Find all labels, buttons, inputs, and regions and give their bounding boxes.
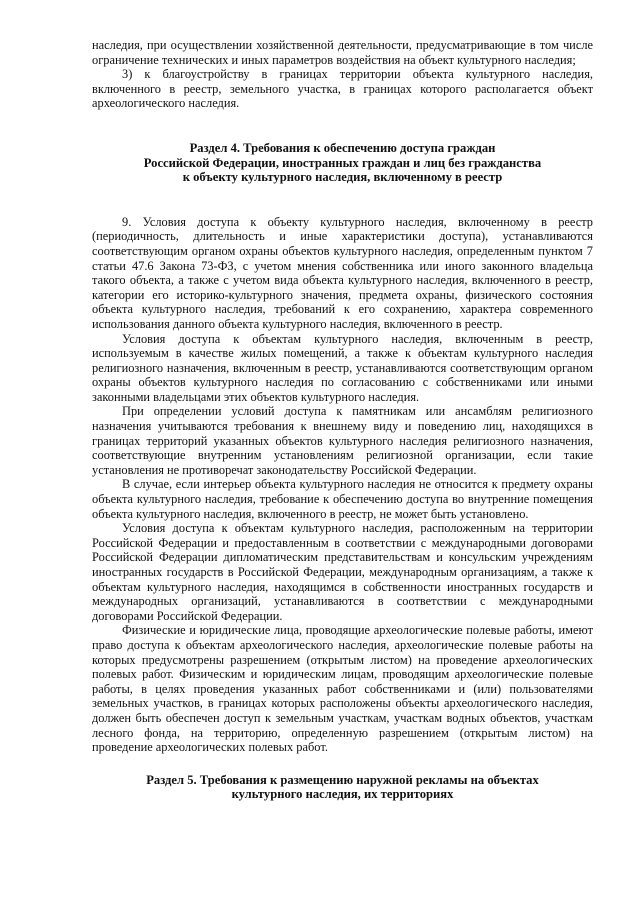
paragraph-access-residential: Условия доступа к объектам культурного наследия, включенным в реестр, используемым в качестве жилых помещений, а также к объектам культурного наследия религиозного назначения, включенным в реестр, устанавливаются соответствующим органом охраны объектов культурного наследия по согласованию с собственниками или иными законными владельцами этих объектов культурного наследия. [92,331,593,404]
section-5-title-line: культурного наследия, их территориях [231,787,454,802]
section-4-title-line: Российской Федерации, иностранных граждан и лиц без гражданства [143,155,542,170]
document-page [92,38,593,802]
paragraph-diplomatic: Условия доступа к объектам культурного наследия, расположенным на территории Российской Федерации и предоставленным в соответствии с международными договорами Российской Федерации дипломатическим представительствам и консульским учреждениям иностранных государств в Российской Федерации, международным организациям, а также к объектам культурного наследия, находящимся в собственности иностранных государств и международных организаций, устанавливаются в соответствии с международными договорами Российской Федерации. [92,521,593,623]
section-5-title-line: Раздел 5. Требования к размещению наружной рекламы на объектах [146,772,539,787]
section-4-title-line: Раздел 4. Требования к обеспечению доступа граждан [189,140,496,155]
paragraph-archaeological: Физические и юридические лица, проводящие археологические полевые работы, имеют право доступа к объектам археологического наследия, археологические полевые работы на которых предусмотрены разрешением (открытым листом) на проведение археологических полевых работ. Физическим и юридическим лицам, проводящим археологические полевые работы, в целях проведения указанных работ собственниками и (или) пользователями земельных участков, в границах которых расположены объекты археологического наследия, должен быть обеспечен доступ к земельным участкам, участкам водных объектов, участкам лесного фонда, на территорию, определенную разрешением (открытым листом) на проведение археологических полевых работ. [92,623,593,755]
paragraph-continuation: наследия, при осуществлении хозяйственной деятельности, предусматривающие в том числе ограничение технических и иных параметров воздействия на объект культурного наследия; [92,38,593,67]
paragraph-access-religious: При определении условий доступа к памятникам или ансамблям религиозного назначения учитываются требования к внешнему виду и поведению лиц, находящихся в границах территорий указанных объектов культурного наследия религиозного назначения, соответствующие внутренним установлениям религиозной организации, если такие установления не противоречат законодательству Российской Федерации. [92,404,593,477]
paragraph-9: 9. Условия доступа к объекту культурного наследия, включенному в реестр (периодичность, длительность и иные характеристики доступа), устанавливаются соответствующим органом охраны объектов культурного наследия, определенным пунктом 7 статьи 47.6 Закона 73-ФЗ, с учетом мнения собственника или иного законного владельца такого объекта, а также с учетом вида объекта культурного наследия, включенного в реестр, категории его историко-культурного значения, предмета охраны, физического состояния объекта культурного наследия, требований к его сохранению, характера современного использования данного объекта культурного наследия, включенного в реестр. [92,214,593,331]
section-4-title [92,141,593,185]
section-4-title-line: к объекту культурного наследия, включенному в реестр [182,170,503,185]
section-5-title [92,773,593,802]
paragraph-interior: В случае, если интерьер объекта культурного наследия не относится к предмету охраны объекта культурного наследия, требование к обеспечению доступа во внутренние помещения объекта культурного наследия, включенного в реестр, не может быть установлено. [92,477,593,521]
paragraph-item-3: 3) к благоустройству в границах территории объекта культурного наследия, включенного в реестр, земельного участка, в границах которого располагается объект археологического наследия. [92,67,593,111]
